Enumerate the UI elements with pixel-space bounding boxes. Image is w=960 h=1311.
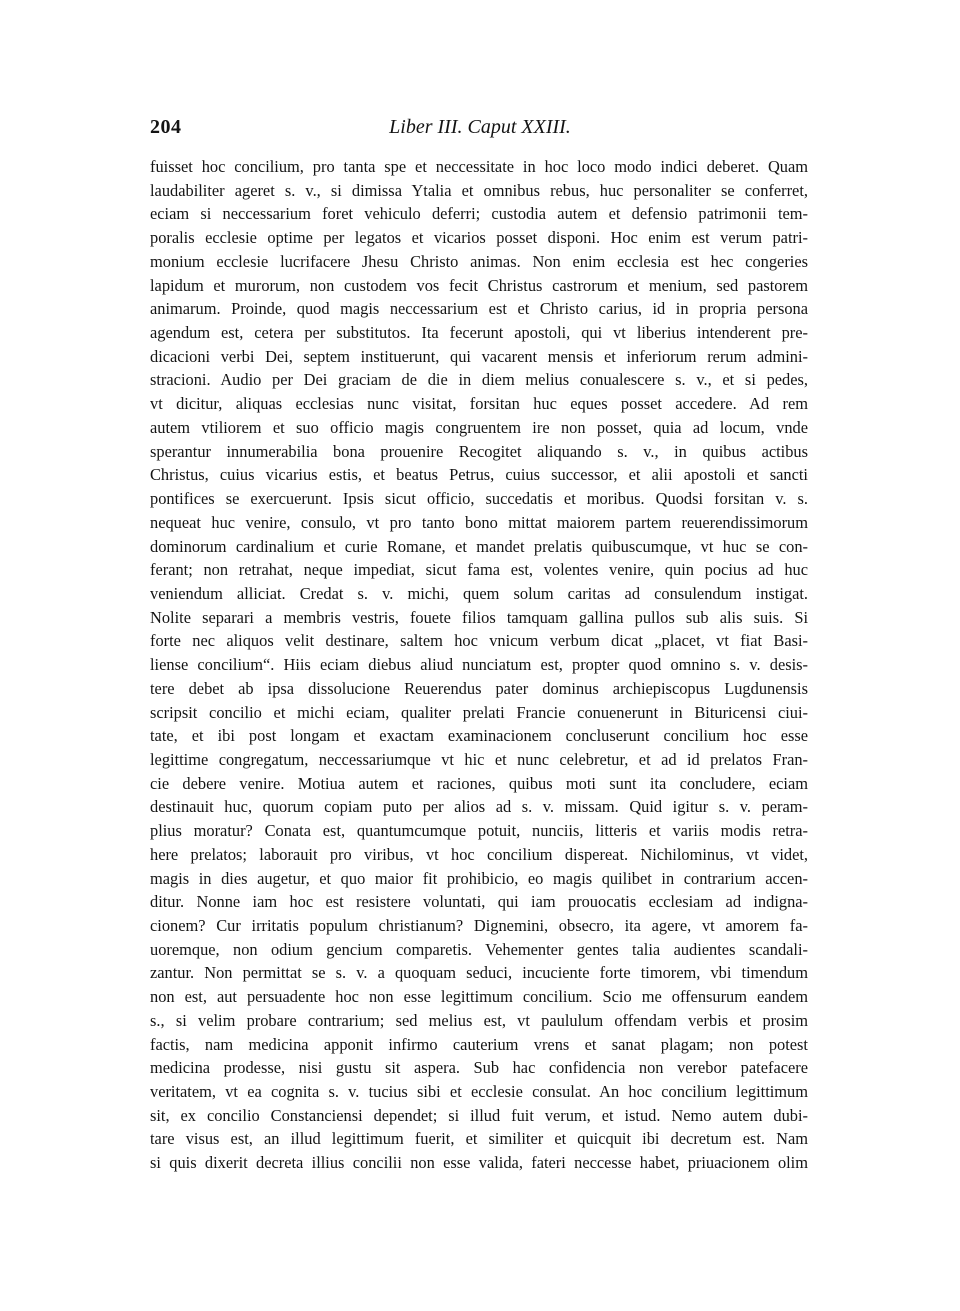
text-line: scripsit concilio et michi eciam, qualiter prelati Francie conuenerunt in Bituricensi ciui- — [150, 702, 808, 722]
text-line: plius moratur? Conata est, quantumcumque potuit, nunciis, litteris et variis modis retra- — [150, 821, 808, 841]
text-line: fuisset hoc concilium, pro tanta spe et neccessitate in hoc loco modo indici deberet. Quam — [150, 157, 808, 176]
text-line: Christus, cuius vicarius estis, et beatus Petrus, cuius successor, et alii apostoli et sancti — [150, 465, 808, 485]
text-line: dicacioni verbi Dei, septem instituerunt, qui vacarent mensis et inferiorum rerum admini- — [150, 346, 808, 366]
text-line: agendum est, cetera per substitutos. Ita fecerunt apostoli, qui vt liberius intenderent pre- — [150, 323, 808, 343]
text-line: veniendum alliciat. Credat s. v. michi, quem solum caritas ad consulendum instigat. — [150, 583, 808, 603]
text-line: veritatem, vt ea cognita s. v. tucius sibi et ecclesie consulat. An hoc concilium legittimum — [150, 1082, 808, 1102]
text-line: tere debet ab ipsa dissolucione Reuerendus pater dominus archiepiscopus Lugdunensis — [150, 678, 808, 698]
text-line: vt dicitur, aliquas ecclesias nunc visitat, forsitan huc eques posset accedere. Ad rem — [150, 394, 808, 414]
text-line: pontifices se exercuerunt. Ipsis sicut officio, succedatis et moribus. Quodsi forsitan v. s. — [150, 489, 808, 509]
text-line: here prelatos; laborauit pro viribus, vt hoc concilium dispereat. Nichilominus, vt videt, — [150, 844, 808, 864]
text-line: Nolite separari a membris vestris, fouete filios tamquam gallina pullos sub alis suis. Si — [150, 607, 808, 627]
text-line: tare visus est, an illud legittimum fuerit, et similiter et quicquit ibi decretum est. Nam — [150, 1129, 808, 1149]
text-line: tate, et ibi post longam et exactam examinacionem concluserunt concilium hoc esse — [150, 726, 808, 746]
chapter-title: Liber III. Caput XXIII. — [389, 116, 571, 138]
text-line: medicina prodesse, nisi gustu sit aspera. Sub hac confidencia non verebor patefacere — [150, 1058, 808, 1078]
text-line: lapidum et murorum, non custodem vos fecit Christus castrorum et menium, sed pastorem — [150, 275, 808, 295]
text-line: monium ecclesie lucrifacere Jhesu Christo animas. Non enim ecclesia est hec congeries — [150, 251, 808, 271]
text-line: nequeat huc venire, consulo, vt pro tanto bono mittat maiorem partem reuerendissimorum — [150, 512, 808, 532]
text-line: dominorum cardinalium et curie Romane, et mandet prelatis quibuscumque, vt huc se con- — [150, 536, 808, 556]
text-line: ditur. Nonne iam hoc est resistere voluntati, qui iam prouocatis ecclesiam ad indigna- — [150, 892, 808, 912]
text-line: uoremque, non odium gencium comparetis. Vehementer gentes talia audientes scandali- — [150, 939, 808, 959]
text-line: magis in dies augetur, et quo maior fit prohibicio, eo magis quilibet in contrarium accen- — [150, 868, 808, 888]
text-line: si quis dixerit decreta illius concilii non esse valida, fateri neccesse habet, priuacionem olim — [150, 1153, 808, 1173]
running-head — [150, 116, 810, 146]
text-line: laudabiliter ageret s. v., si dimissa Ytalia et omnibus rebus, huc personaliter se conferret, — [150, 180, 808, 200]
text-line: liense concilium“. Hiis eciam diebus aliud nunciatum est, propter quod omnino s. v. desis- — [150, 655, 808, 675]
text-line: forte nec aliquos velit destinare, saltem hoc vnicum verbum dicat „placet, vt fiat Basi- — [150, 631, 808, 651]
text-line: cionem? Cur irritatis populum christianum? Dignemini, obsecro, ita agere, vt amorem fa- — [150, 916, 808, 935]
text-line: factis, nam medicina apponit infirmo cauterium vrens et sanat plagam; non potest — [150, 1034, 808, 1054]
text-line: ferant; non retrahat, neque impediat, sicut fama est, volentes venire, quin pocius ad huc — [150, 560, 808, 580]
text-line: stracioni. Audio per Dei graciam de die in diem melius conualescere s. v., et si pedes, — [150, 370, 808, 390]
text-line: autem vtiliorem et suo officio magis congruentem ire non posset, quia ad locum, vnde — [150, 417, 808, 437]
page-number: 204 — [150, 116, 182, 138]
text-line: zantur. Non permittat se s. v. a quoquam seduci, incuciente forte timorem, vbi timendum — [150, 963, 808, 983]
text-line: non est, aut persuadente hoc non esse legittimum concilium. Scio me offensurum eandem — [150, 987, 808, 1007]
body-text — [150, 155, 808, 1175]
text-line: sperantur innumerabilia bona prouenire Recogitet aliquando s. v., in quibus actibus — [150, 441, 808, 461]
text-line: animarum. Proinde, quod magis neccessarium est et Christo carius, id in propria persona — [150, 299, 808, 319]
text-line: sit, ex concilio Constanciensi dependet; si illud fuit verum, et istud. Nemo autem dubi- — [150, 1105, 808, 1125]
text-line: eciam si neccessarium foret vehiculo deferri; custodia autem et defensio patrimonii tem- — [150, 204, 808, 224]
text-line: destinauit huc, quorum copiam puto per alios ad s. v. missam. Quid igitur s. v. peram- — [150, 797, 808, 817]
text-line: legittime congregatum, neccessariumque vt hic et nunc celebretur, et ad id prelatos Fran- — [150, 749, 808, 769]
text-line: cie debere venire. Motiua autem et raciones, quibus moti sunt ita concludere, eciam — [150, 773, 808, 793]
text-line: poralis ecclesie optime per legatos et vicarios posset disponi. Hoc enim est verum patri- — [150, 228, 808, 248]
text-line: s., si velim probare contrarium; sed melius est, vt paululum offendam verbis et prosim — [150, 1010, 808, 1030]
